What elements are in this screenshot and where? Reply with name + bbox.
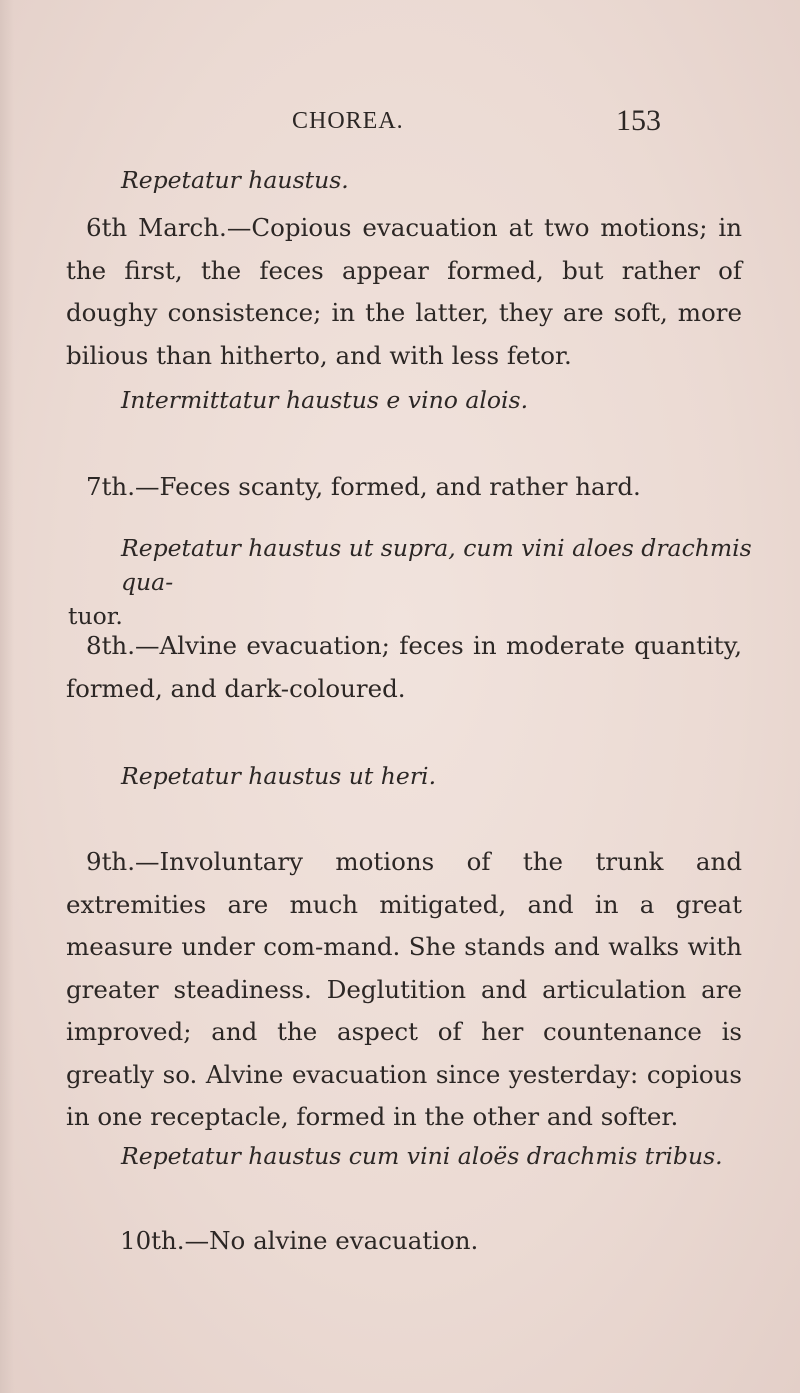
prescription-continuation: tuor. (68, 602, 123, 630)
note-7th (0, 466, 800, 509)
page-number: 153 (616, 104, 661, 137)
prescription-text: Repetatur haustus ut heri. (121, 762, 437, 790)
prescription-text: Repetatur haustus cum vini aloës drachmis tribus. (121, 1142, 723, 1170)
note-10th (0, 1220, 800, 1263)
prescription-text: Repetatur haustus. (121, 166, 349, 194)
note-text: 10th.—No alvine evacuation. (120, 1226, 479, 1255)
prescription-3 (0, 531, 800, 633)
note-6th-march (0, 207, 800, 377)
note-text: 6th March.—Copious evacuation at two motions; in the first, the feces appear formed, but rather of doughy consistence; in the latter, they are soft, more bilious than hitherto, and with less fetor. (66, 213, 742, 370)
note-text: 9th.—Involuntary motions of the trunk and extremities are much mitigated, and in a great measure under com-mand. She stands and walks with greater steadiness. Deglutition and articulation are improved; and the aspect of her countenance is greatly so. Alvine evacuation since yesterday: copious in one receptacle, formed in the other and softer. (66, 847, 742, 1131)
note-text: 7th.—Feces scanty, formed, and rather hard. (86, 472, 641, 501)
running-title: CHOREA. (292, 108, 404, 134)
prescription-text (0, 531, 800, 633)
running-head (0, 104, 800, 148)
prescription-line: Repetatur haustus ut supra, cum vini aloes drachmis qua- (121, 534, 752, 596)
prescription-4 (0, 759, 800, 793)
prescription-5 (0, 1139, 800, 1173)
prescription-text: Intermittatur haustus e vino alois. (121, 386, 529, 414)
note-text: 8th.—Alvine evacuation; feces in moderate quantity, formed, and dark-coloured. (66, 631, 742, 703)
note-9th (0, 841, 800, 1139)
prescription-1 (0, 163, 800, 197)
prescription-2 (0, 383, 800, 417)
note-8th (0, 625, 800, 710)
